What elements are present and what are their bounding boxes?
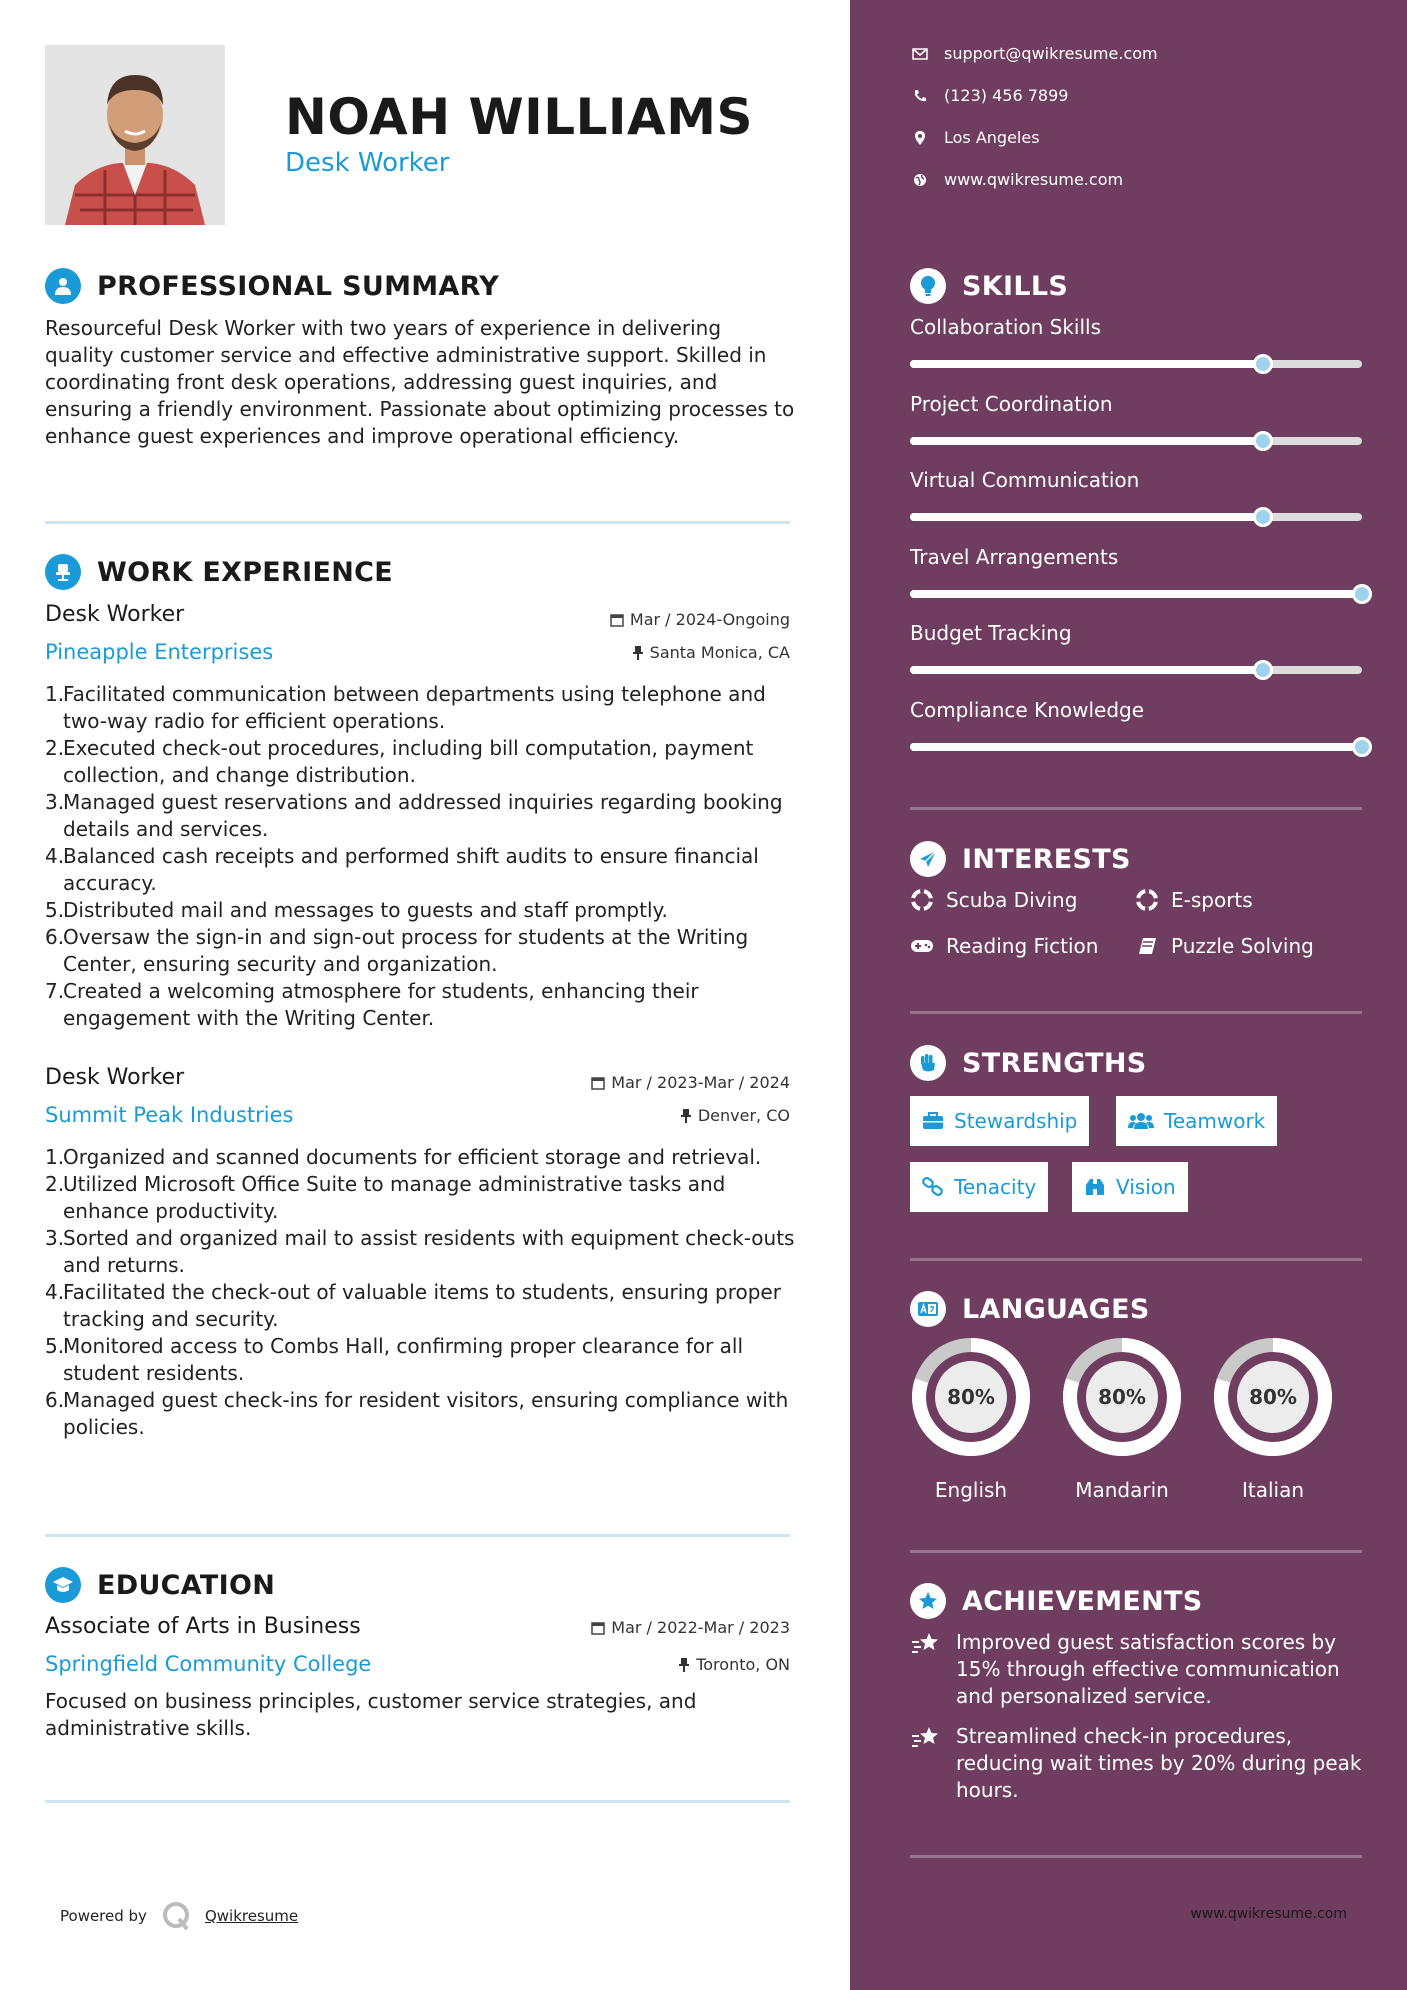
powered-by-label: Powered by <box>60 1907 147 1925</box>
duty-item <box>45 1333 795 1387</box>
skill-bar <box>910 437 1362 445</box>
skill-bar-fill <box>910 743 1362 751</box>
duty-number: 5. <box>45 898 65 922</box>
contact-location <box>910 128 1040 147</box>
skill-bar-fill <box>910 590 1362 598</box>
duty-item <box>45 1144 795 1171</box>
language-label: Mandarin <box>1075 1478 1169 1502</box>
skill-bar-fill <box>910 666 1263 674</box>
interest-label: Scuba Diving <box>946 888 1078 912</box>
duty-text: Facilitated the check-out of valuable items to students, ensuring proper tracking and security. <box>63 1280 781 1331</box>
duty-item <box>45 1387 795 1441</box>
duty-item <box>45 681 795 735</box>
education-dates-text: Mar / 2022-Mar / 2023 <box>611 1618 790 1637</box>
section-divider <box>910 1550 1362 1553</box>
life-ring-icon <box>910 889 934 911</box>
user-icon <box>45 268 81 304</box>
gamepad-icon <box>910 938 934 954</box>
skills-header <box>910 268 1068 304</box>
skill-bar <box>910 360 1362 368</box>
calendar-icon <box>591 1076 605 1090</box>
education-school: Springfield Community College <box>45 1652 372 1676</box>
skill-bar-knob <box>1253 507 1273 527</box>
duty-number: 2. <box>45 736 65 760</box>
graduation-cap-icon <box>45 1567 81 1603</box>
duty-text: Managed guest check-ins for resident visitors, ensuring compliance with policies. <box>63 1388 789 1439</box>
job-title: Desk Worker <box>45 602 185 627</box>
duty-item <box>45 1279 795 1333</box>
contact-website[interactable] <box>910 170 1123 189</box>
language-item <box>1212 1336 1334 1502</box>
job-title: Desk Worker <box>45 1065 185 1090</box>
interest-label: E-sports <box>1171 888 1253 912</box>
section-divider <box>910 1011 1362 1014</box>
users-icon <box>1128 1112 1154 1130</box>
languages-title: LANGUAGES <box>962 1293 1150 1325</box>
duty-text: Facilitated communication between departments using telephone and two-way radio for efficient operations. <box>63 682 766 733</box>
strengths-header <box>910 1045 1147 1081</box>
life-ring-icon <box>1135 889 1159 911</box>
skill-bar <box>910 513 1362 521</box>
job-dates-text: Mar / 2023-Mar / 2024 <box>611 1073 790 1092</box>
skill-label: Travel Arrangements <box>910 544 1119 569</box>
book-icon <box>1135 937 1159 955</box>
shooting-star-icon <box>910 1629 944 1710</box>
contact-phone[interactable] <box>910 86 1068 105</box>
strength-label: Stewardship <box>954 1109 1078 1133</box>
skill-bar <box>910 666 1362 674</box>
strength-chip <box>1072 1162 1188 1212</box>
duty-item <box>45 789 795 843</box>
education-header <box>45 1567 275 1603</box>
summary-title: PROFESSIONAL SUMMARY <box>97 270 500 302</box>
duty-text: Balanced cash receipts and performed shift audits to ensure financial accuracy. <box>63 844 759 895</box>
strength-label: Tenacity <box>954 1175 1037 1199</box>
duty-number: 7. <box>45 979 65 1003</box>
duty-number: 4. <box>45 844 65 868</box>
job-dates <box>591 1073 790 1092</box>
duty-number: 1. <box>45 682 65 706</box>
job-location-text: Denver, CO <box>697 1106 790 1125</box>
candidate-role: Desk Worker <box>285 148 450 178</box>
summary-header <box>45 268 499 304</box>
phone-icon <box>910 89 930 103</box>
skill-bar <box>910 743 1362 751</box>
calendar-icon <box>610 613 624 627</box>
job-company: Pineapple Enterprises <box>45 640 274 664</box>
profile-photo <box>45 45 225 225</box>
language-item <box>1061 1336 1183 1502</box>
interests-header <box>910 841 1131 877</box>
duty-item <box>45 735 795 789</box>
education-dates <box>591 1618 790 1637</box>
job-location <box>680 1106 790 1125</box>
map-marker-icon <box>910 130 930 146</box>
job-dates <box>610 610 790 629</box>
duty-text: Oversaw the sign-in and sign-out process for students at the Writing Center, ensuring security and organization. <box>63 925 749 976</box>
strengths-title: STRENGTHS <box>962 1047 1147 1079</box>
interest-item <box>910 934 1098 958</box>
skill-bar-knob <box>1253 354 1273 374</box>
language-percent: 80% <box>947 1385 995 1409</box>
education-description: Focused on business principles, customer service strategies, and administrative skills. <box>45 1689 697 1740</box>
strength-chip <box>910 1096 1089 1146</box>
achievement-item <box>910 1723 1370 1804</box>
link-icon <box>922 1177 944 1197</box>
language-percent: 80% <box>1249 1385 1297 1409</box>
job-location-text: Santa Monica, CA <box>649 643 790 662</box>
skill-bar-knob <box>1253 660 1273 680</box>
contact-website-text: www.qwikresume.com <box>944 170 1124 189</box>
lightbulb-icon <box>910 268 946 304</box>
achievement-item <box>910 1629 1370 1710</box>
language-ring <box>1212 1336 1334 1458</box>
education-location <box>678 1655 790 1674</box>
job-company: Summit Peak Industries <box>45 1103 294 1127</box>
duty-text: Managed guest reservations and addressed inquiries regarding booking details and services. <box>63 790 783 841</box>
powered-by <box>60 1900 298 1932</box>
language-item <box>910 1336 1032 1502</box>
paper-plane-icon <box>910 841 946 877</box>
achievements-header <box>910 1583 1203 1619</box>
achievement-text: Streamlined check-in procedures, reducing wait times by 20% during peak hours. <box>956 1724 1362 1802</box>
experience-title: WORK EXPERIENCE <box>97 556 393 588</box>
duty-number: 1. <box>45 1145 65 1169</box>
footer-website[interactable]: www.qwikresume.com <box>1190 1906 1347 1922</box>
duty-text: Distributed mail and messages to guests and staff promptly. <box>63 898 668 922</box>
language-ring <box>1061 1336 1183 1458</box>
duty-item <box>45 897 795 924</box>
strength-label: Teamwork <box>1164 1109 1266 1133</box>
duty-item <box>45 1171 795 1225</box>
pin-icon <box>678 1658 690 1672</box>
skill-bar-knob <box>1352 584 1372 604</box>
duty-number: 5. <box>45 1334 65 1358</box>
contact-phone-text: (123) 456 7899 <box>944 86 1069 105</box>
duty-text: Utilized Microsoft Office Suite to manage administrative tasks and enhance productivity. <box>63 1172 726 1223</box>
contact-email[interactable] <box>910 44 1158 63</box>
achievement-text: Improved guest satisfaction scores by 15% through effective communication and personalized service. <box>956 1630 1340 1708</box>
section-divider <box>910 1855 1362 1858</box>
interest-label: Reading Fiction <box>946 934 1099 958</box>
summary-text: Resourceful Desk Worker with two years of experience in delivering quality customer service and effective administrative support. Skilled in coordinating front desk operations, addressing guest inquiries, and ensuring a friendly environment. Passionate about optimizing processes to enhance guest experiences and improve operational efficiency. <box>45 316 795 448</box>
qwikresume-link[interactable]: Qwikresume <box>204 1907 299 1925</box>
job-dates-text: Mar / 2024-Ongoing <box>629 610 790 629</box>
section-divider <box>45 521 790 524</box>
skill-label: Compliance Knowledge <box>910 697 1145 722</box>
section-divider <box>45 1800 790 1803</box>
duty-item <box>45 924 795 978</box>
skills-title: SKILLS <box>962 270 1069 302</box>
section-divider <box>45 1534 790 1537</box>
education-degree: Associate of Arts in Business <box>45 1614 361 1639</box>
job-duties-list <box>45 1144 795 1441</box>
briefcase-icon <box>922 1112 944 1130</box>
language-percent: 80% <box>1098 1385 1146 1409</box>
interest-item <box>910 888 1077 912</box>
section-divider <box>910 807 1362 810</box>
duty-text: Monitored access to Combs Hall, confirming proper clearance for all student residents. <box>63 1334 743 1385</box>
skill-label: Collaboration Skills <box>910 315 1102 339</box>
duty-number: 6. <box>45 1388 65 1412</box>
duty-text: Sorted and organized mail to assist residents with equipment check-outs and returns. <box>63 1226 795 1277</box>
job-location <box>632 643 790 662</box>
shooting-star-icon <box>910 1723 944 1804</box>
skill-label: Virtual Communication <box>910 468 1140 492</box>
duty-item <box>45 1225 795 1279</box>
language-icon <box>910 1291 946 1327</box>
pin-icon <box>632 646 644 660</box>
language-label: English <box>934 1478 1008 1502</box>
duty-text: Created a welcoming atmosphere for students, enhancing their engagement with the Writing Center. <box>63 979 699 1030</box>
binoculars-icon <box>1084 1177 1106 1197</box>
interest-item <box>1135 888 1253 912</box>
interest-item <box>1135 934 1314 958</box>
fist-icon <box>910 1045 946 1081</box>
desk-chair-icon <box>45 554 81 590</box>
duty-number: 2. <box>45 1172 65 1196</box>
strength-chip <box>910 1162 1048 1212</box>
skill-label: Project Coordination <box>910 391 1113 416</box>
duty-number: 4. <box>45 1280 65 1304</box>
job-duties-list <box>45 681 795 1032</box>
achievements-title: ACHIEVEMENTS <box>962 1585 1203 1617</box>
contact-location-text: Los Angeles <box>944 128 1040 147</box>
duty-number: 3. <box>45 790 65 814</box>
section-divider <box>910 1258 1362 1261</box>
skill-label: Budget Tracking <box>910 621 1072 645</box>
duty-item <box>45 843 795 897</box>
candidate-name: NOAH WILLIAMS <box>285 88 753 146</box>
languages-header <box>910 1291 1150 1327</box>
pin-icon <box>680 1109 692 1123</box>
interests-title: INTERESTS <box>962 843 1131 875</box>
skill-bar <box>910 590 1362 598</box>
language-label: Italian <box>1241 1478 1305 1502</box>
globe-icon <box>910 173 930 187</box>
skill-bar-knob <box>1352 737 1372 757</box>
strength-chip <box>1116 1096 1277 1146</box>
duty-text: Executed check-out procedures, including bill computation, payment collection, and change distribution. <box>63 736 754 787</box>
education-title: EDUCATION <box>97 1569 276 1601</box>
sidebar <box>850 0 1407 1990</box>
skill-bar-fill <box>910 360 1263 368</box>
star-badge-icon <box>910 1583 946 1619</box>
duty-number: 6. <box>45 925 65 949</box>
contact-email-text: support@qwikresume.com <box>944 44 1158 63</box>
duty-number: 3. <box>45 1226 65 1250</box>
duty-text: Organized and scanned documents for efficient storage and retrieval. <box>63 1145 762 1169</box>
experience-header <box>45 554 393 590</box>
language-ring <box>910 1336 1032 1458</box>
skill-bar-fill <box>910 437 1263 445</box>
envelope-icon <box>910 48 930 60</box>
education-location-text: Toronto, ON <box>696 1655 790 1674</box>
skill-bar-fill <box>910 513 1263 521</box>
duty-item <box>45 978 795 1032</box>
skill-bar-knob <box>1253 431 1273 451</box>
qwikresume-logo-icon <box>161 1900 193 1932</box>
strength-label: Vision <box>1116 1175 1176 1199</box>
calendar-icon <box>591 1621 605 1635</box>
interest-label: Puzzle Solving <box>1171 934 1314 958</box>
